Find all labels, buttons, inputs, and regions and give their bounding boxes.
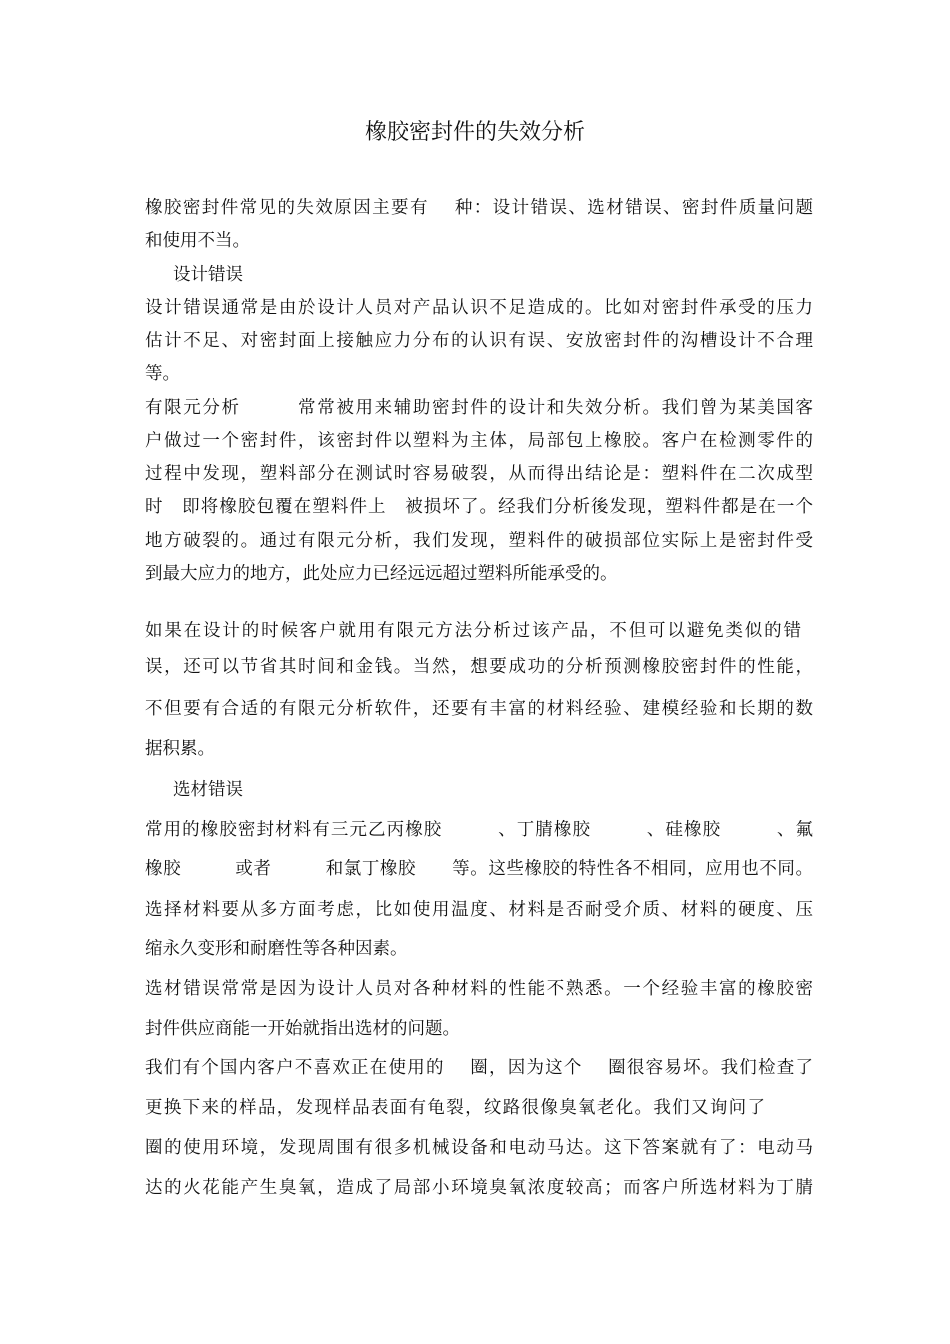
text-line: 和使用不当。 bbox=[145, 231, 250, 251]
text-line: 橡胶密封件常见的失效原因主要有 种：设计错误、选材错误、密封件质量问题 bbox=[145, 198, 813, 218]
text-line: 圈的使用环境，发现周围有很多机械设备和电动马达。这下答案就有了：电动马 bbox=[145, 1138, 813, 1158]
text-line: 误，还可以节省其时间和金钱。当然，想要成功的分析预测橡胶密封件的性能， bbox=[145, 657, 813, 677]
text-line: 估计不足、对密封面上接触应力分布的认识有误、安放密封件的沟槽设计不合理 bbox=[145, 331, 813, 351]
text-line: 达的火花能产生臭氧，造成了局部小环境臭氧浓度较高；而客户所选材料为丁腈 bbox=[145, 1178, 813, 1198]
text-line: 我们有个国内客户不喜欢正在使用的 圈，因为这个 圈很容易坏。我们检查了 bbox=[145, 1058, 813, 1078]
text-line: 常用的橡胶密封材料有三元乙丙橡胶 、丁腈橡胶 、硅橡胶 、氟 bbox=[145, 820, 813, 840]
text-line: 不但要有合适的有限元分析软件，还要有丰富的材料经验、建模经验和长期的数 bbox=[145, 699, 813, 719]
text-line: 时 即将橡胶包覆在塑料件上 被损坏了。经我们分析後发现，塑料件都是在一个 bbox=[145, 497, 813, 517]
text-line: 据积累。 bbox=[145, 739, 215, 759]
text-line: 地方破裂的。通过有限元分析，我们发现，塑料件的破损部位实际上是密封件受 bbox=[145, 531, 813, 551]
section-heading: 选材错误 bbox=[173, 780, 243, 800]
text-line: 等。 bbox=[145, 364, 180, 384]
text-line: 缩永久变形和耐磨性等各种因素。 bbox=[145, 939, 408, 959]
text-line: 更换下来的样品，发现样品表面有龟裂，纹路很像臭氧老化。我们又询问了 bbox=[145, 1098, 765, 1118]
text-line: 户做过一个密封件，该密封件以塑料为主体，局部包上橡胶。客户在检测零件的 bbox=[145, 431, 813, 451]
text-line: 选材错误常常是因为设计人员对各种材料的性能不熟悉。一个经验丰富的橡胶密 bbox=[145, 979, 813, 999]
text-line: 如果在设计的时候客户就用有限元方法分析过该产品，不但可以避免类似的错 bbox=[145, 621, 801, 641]
text-line: 有限元分析 常常被用来辅助密封件的设计和失效分析。我们曾为某美国客 bbox=[145, 398, 813, 418]
text-line: 橡胶 或者 和氯丁橡胶 等。这些橡胶的特性各不相同，应用也不同。 bbox=[145, 859, 813, 879]
text-line: 到最大应力的地方，此处应力已经远远超过塑料所能承受的。 bbox=[145, 564, 618, 584]
text-line: 封件供应商能一开始就指出选材的问题。 bbox=[145, 1019, 460, 1039]
section-heading: 设计错误 bbox=[173, 265, 243, 285]
document-title: 橡胶密封件的失效分析 bbox=[364, 120, 585, 145]
text-line: 过程中发现，塑料部分在测试时容易破裂，从而得出结论是：塑料件在二次成型 bbox=[145, 464, 813, 484]
text-line: 设计错误通常是由於设计人员对产品认识不足造成的。比如对密封件承受的压力 bbox=[145, 298, 813, 318]
text-line: 选择材料要从多方面考虑，比如使用温度、材料是否耐受介质、材料的硬度、压 bbox=[145, 900, 813, 920]
